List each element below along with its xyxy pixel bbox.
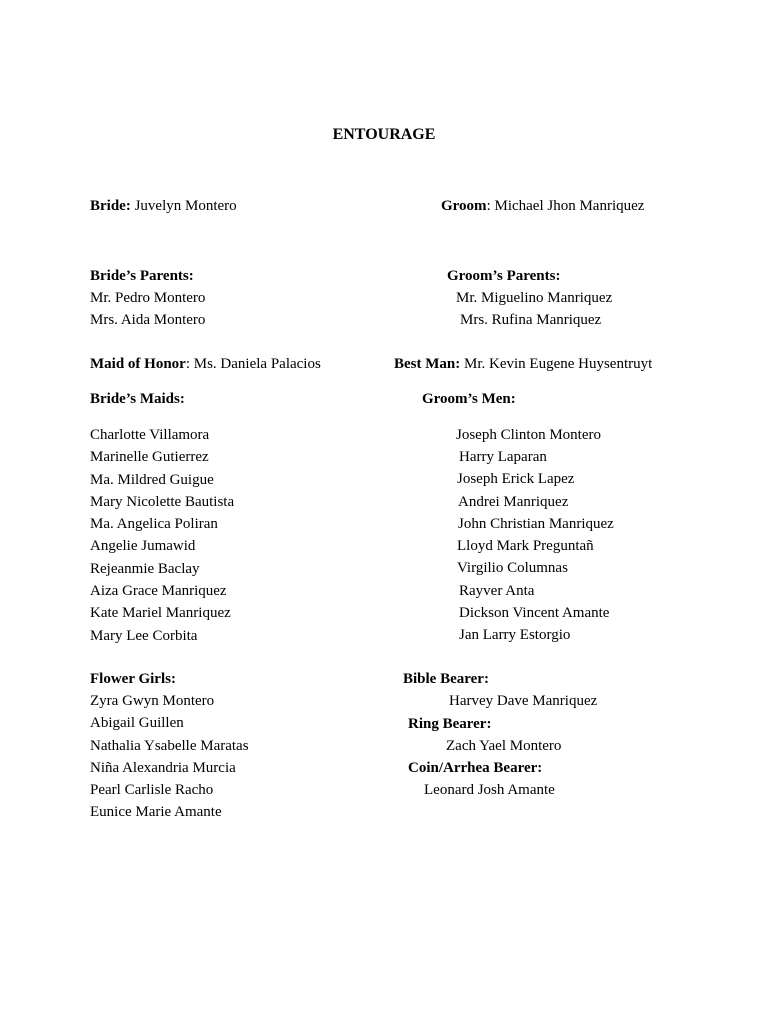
flower-girls-list xyxy=(90,690,249,824)
brides-parents-label: Bride’s Parents: xyxy=(90,268,194,284)
list-item: Pearl Carlisle Racho xyxy=(90,782,214,799)
ring-bearer-name: Zach Yael Montero xyxy=(446,738,562,754)
list-item: Abigail Guillen xyxy=(90,715,184,732)
groom-name: : Michael Jhon Manriquez xyxy=(486,198,645,214)
grooms-parent-2: Mrs. Rufina Manriquez xyxy=(460,312,602,328)
grooms-parents-label: Groom’s Parents: xyxy=(447,268,561,284)
list-item: Zyra Gwyn Montero xyxy=(90,693,215,709)
groom-line xyxy=(441,195,644,217)
list-item: Eunice Marie Amante xyxy=(90,804,222,821)
list-item: Charlotte Villamora xyxy=(90,427,210,443)
grooms-man-7: Virgilio Columnas xyxy=(457,560,568,576)
grooms-man-8: Rayver Anta xyxy=(459,583,535,599)
grooms-men-label: Groom’s Men: xyxy=(422,391,516,407)
best-man-line xyxy=(394,353,652,375)
bride-label: Bride: xyxy=(90,198,131,214)
list-item: Ma. Angelica Poliran xyxy=(90,516,218,533)
maid-of-honor-label: Maid of Honor xyxy=(90,356,186,372)
best-man-label: Best Man: xyxy=(394,356,461,372)
bible-bearer-name: Harvey Dave Manriquez xyxy=(449,693,598,709)
grooms-man-2: Harry Laparan xyxy=(459,449,547,465)
coin-bearer-label: Coin/Arrhea Bearer: xyxy=(408,760,543,776)
grooms-man-5: John Christian Manriquez xyxy=(458,516,614,532)
list-item: Angelie Jumawid xyxy=(90,538,196,555)
brides-parent-1: Mr. Pedro Montero xyxy=(90,290,206,306)
groom-label: Groom xyxy=(441,198,487,214)
grooms-man-3: Joseph Erick Lapez xyxy=(457,471,575,487)
list-item: Rejeanmie Baclay xyxy=(90,560,200,577)
ring-bearer-label: Ring Bearer: xyxy=(408,716,492,732)
list-item: Marinelle Gutierrez xyxy=(90,449,209,466)
grooms-man-6: Lloyd Mark Preguntañ xyxy=(457,538,594,554)
brides-parent-2: Mrs. Aida Montero xyxy=(90,312,206,328)
list-item: Mary Nicolette Bautista xyxy=(90,493,235,510)
list-item: Mary Lee Corbita xyxy=(90,627,198,644)
list-item: Nathalia Ysabelle Maratas xyxy=(90,737,249,754)
maid-of-honor-line xyxy=(90,353,321,375)
grooms-parent-1: Mr. Miguelino Manriquez xyxy=(456,290,613,306)
grooms-man-4: Andrei Manriquez xyxy=(458,494,569,510)
grooms-man-1: Joseph Clinton Montero xyxy=(456,427,601,443)
coin-bearer-name: Leonard Josh Amante xyxy=(424,782,555,798)
maid-of-honor-name: : Ms. Daniela Palacios xyxy=(185,356,321,372)
grooms-man-9: Dickson Vincent Amante xyxy=(459,605,610,621)
brides-maids-list xyxy=(90,424,234,647)
brides-maids-label: Bride’s Maids: xyxy=(90,391,185,407)
grooms-man-10: Jan Larry Estorgio xyxy=(459,627,571,643)
bible-bearer-label: Bible Bearer: xyxy=(403,671,489,687)
page-title: ENTOURAGE xyxy=(332,126,436,143)
bride-line xyxy=(90,195,237,217)
bride-name: Juvelyn Montero xyxy=(134,198,237,214)
best-man-name: Mr. Kevin Eugene Huysentruyt xyxy=(464,356,653,372)
list-item: Kate Mariel Manriquez xyxy=(90,605,231,622)
list-item: Ma. Mildred Guigue xyxy=(90,471,214,488)
list-item: Niña Alexandria Murcia xyxy=(90,759,236,776)
flower-girls-label: Flower Girls: xyxy=(90,671,176,687)
list-item: Aiza Grace Manriquez xyxy=(90,583,227,600)
